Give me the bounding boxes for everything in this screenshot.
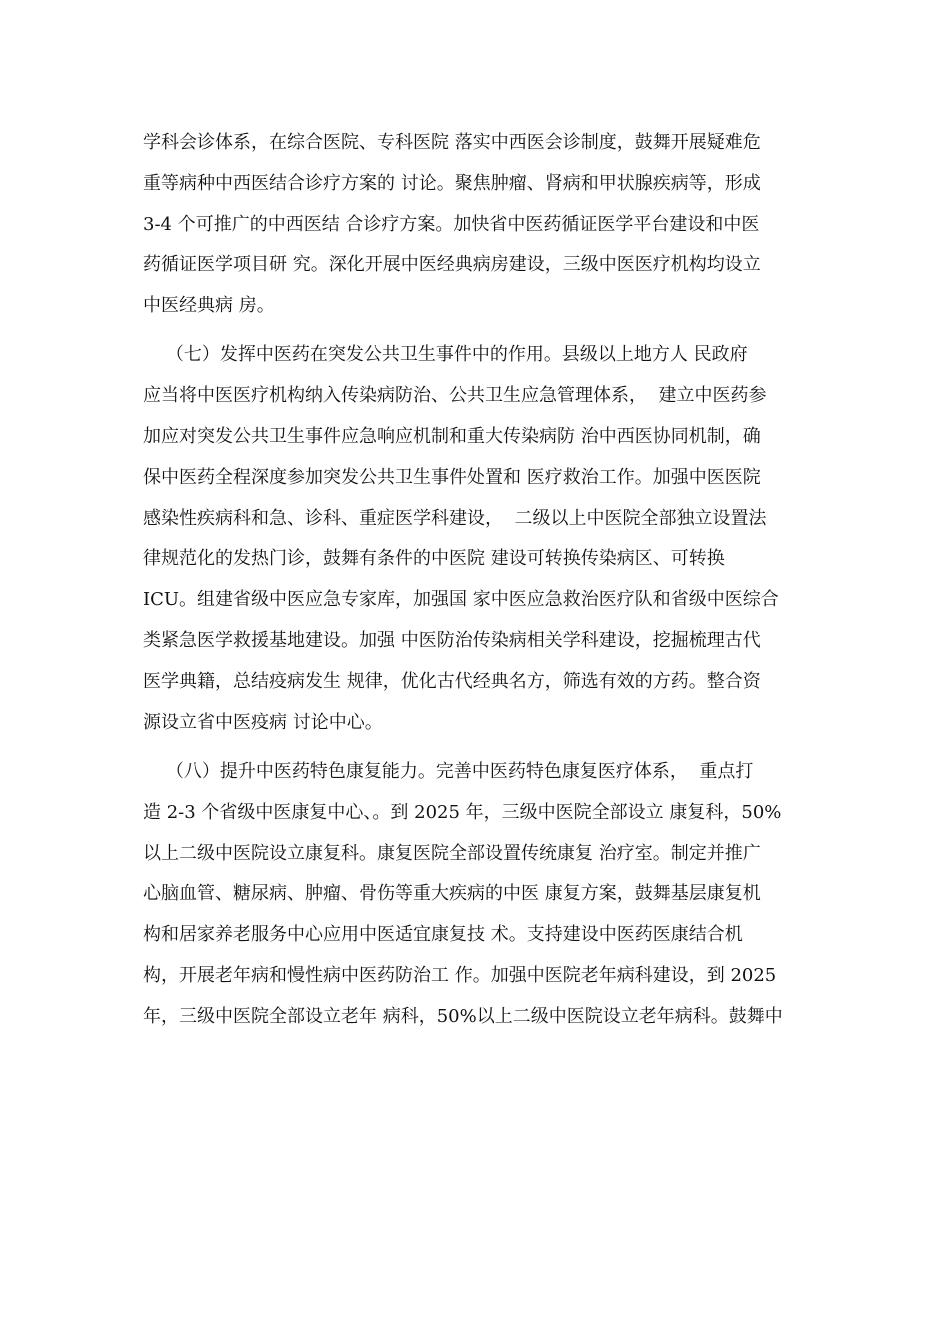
paragraph-1	[143, 123, 823, 327]
text-line: 中医经典病 房。	[143, 295, 275, 317]
document-body	[143, 123, 823, 1038]
text-line: 学科会诊体系，在综合医院、专科医院 落实中西医会诊制度，鼓舞开展疑难危	[143, 132, 761, 153]
paragraph-spacer	[143, 327, 823, 336]
text-line: （八）提升中医药特色康复能力。完善中医药特色康复医疗体系， 重点打	[143, 760, 754, 782]
text-line: 以上二级中医院设立康复科。康复医院全部设置传统康复 治疗室。制定并推广	[143, 842, 761, 864]
text-line: 心脑血管、糖尿病、肿瘤、骨伤等重大疾病的中医 康复方案，鼓舞基层康复机	[143, 883, 761, 905]
text-line: 源设立省中医疫病 讨论中心。	[143, 711, 383, 733]
text-line: 构和居家养老服务中心应用中医适宜康复技 术。支持建设中医药医康结合机	[143, 924, 743, 946]
text-line: 感染性疾病科和急、诊科、重症医学科建设， 二级以上中医院全部独立设置法	[143, 507, 767, 529]
text-line: （七）发挥中医药在突发公共卫生事件中的作用。县级以上地方人 民政府	[143, 344, 748, 366]
paragraph-2	[143, 335, 823, 743]
text-line: 药循证医学项目研 究。深化开展中医经典病房建设，三级中医医疗机构均设立	[143, 254, 761, 276]
text-line: 加应对突发公共卫生事件应急响应机制和重大传染病防 治中西医协同机制，确	[143, 426, 761, 448]
text-line: 造 2-3 个省级中医康复中心、。到 2025 年，三级中医院全部设立 康复科，50%	[143, 801, 782, 823]
text-line: 保中医药全程深度参加突发公共卫生事件处置和 医疗救治工作。加强中医医院	[143, 466, 761, 488]
text-line: 年，三级中医院全部设立老年 病科，50%以上二级中医院设立老年病科。鼓舞中	[143, 1005, 783, 1027]
text-line: ICU。组建省级中医应急专家库，加强国 家中医应急救治医疗队和省级中医综合	[143, 589, 779, 611]
text-line: 医学典籍，总结疫病发生 规律，优化古代经典名方，筛选有效的方药。整合资	[143, 670, 761, 692]
paragraph-3	[143, 752, 823, 1038]
text-line: 构，开展老年病和慢性病中医药防治工 作。加强中医院老年病科建设，到 2025	[143, 964, 777, 986]
text-line: 应当将中医医疗机构纳入传染病防治、公共卫生应急管理体系， 建立中医药参	[143, 385, 767, 407]
text-line: 3-4 个可推广的中西医结 合诊疗方案。加快省中医药循证医学平台建设和中医	[143, 213, 760, 235]
text-line: 类紧急医学救援基地建设。加强 中医防治传染病相关学科建设，挖掘梳理古代	[143, 630, 761, 652]
paragraph-spacer	[143, 743, 823, 752]
text-line: 律规范化的发热门诊，鼓舞有条件的中医院 建设可转换传染病区、可转换	[143, 548, 725, 570]
text-line: 重等病种中西医结合诊疗方案的 讨论。聚焦肿瘤、肾病和甲状腺疾病等，形成	[143, 172, 761, 194]
